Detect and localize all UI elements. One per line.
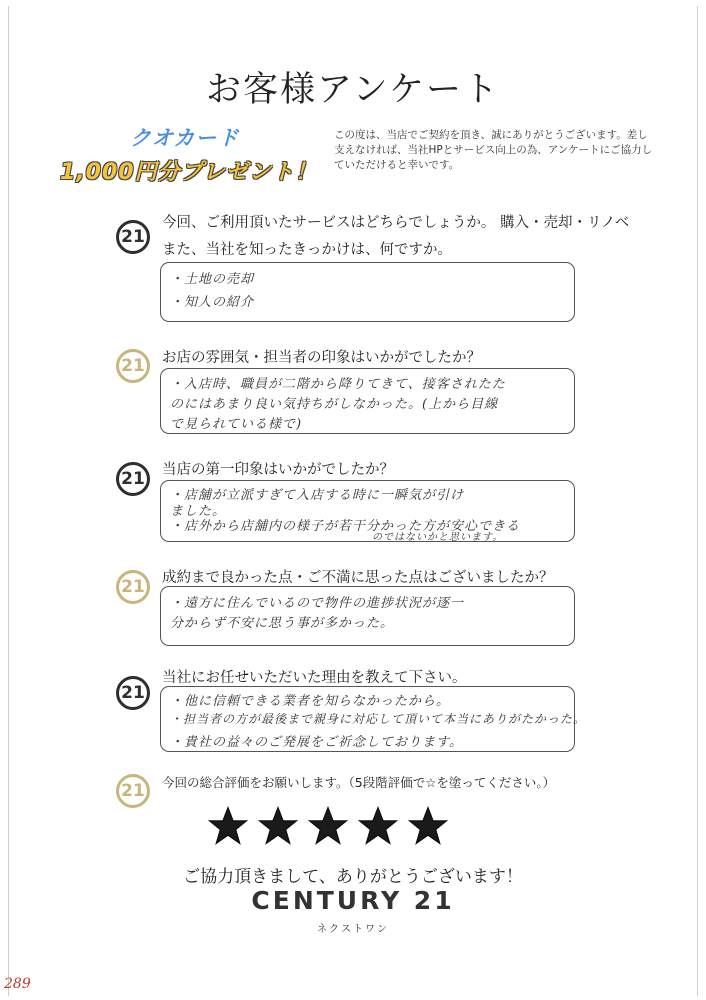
- question-6: 今回の総合評価をお願いします。（5段階評価で☆を塗ってください。）: [162, 775, 556, 790]
- brand-subtitle: ネクストワン: [317, 924, 389, 935]
- promo-quo-card: クオカード: [130, 126, 240, 150]
- rating-stars[interactable]: [208, 806, 448, 850]
- century21-badge-icon: 21: [116, 349, 150, 383]
- question-4: 成約まで良かった点・ご不満に思った点はございましたか？: [162, 570, 554, 586]
- rating-star-icon[interactable]: [208, 806, 248, 846]
- question-2: お店の雰囲気・担当者の印象はいかがでしたか？: [162, 350, 481, 366]
- answer-5-line-3: ・貴社の益々のご発展をご祈念しております。: [170, 735, 463, 750]
- century21-badge-icon: 21: [116, 570, 150, 604]
- answer-3-line-1: ・店舗が立派すぎて入店する時に一瞬気が引け: [170, 488, 465, 503]
- answer-5-line-2: ・担当者の方が最後まで親身に対応して頂いて本当にありがたかった。: [170, 712, 587, 726]
- century21-badge-icon: 21: [116, 220, 150, 254]
- page-title: お客様アンケート: [206, 70, 500, 110]
- answer-2-line-2: のにはあまり良い気持ちがしなかった。(上から目線: [170, 397, 499, 412]
- intro-text: この度は、当店でご契約を頂き、誠にありがとうございます。差し支えなければ、当社HPとサービス向上の為、アンケートにご協力していただけると幸いです。: [334, 129, 653, 171]
- answer-4-line-1: ・遠方に住んでいるので物件の進捗状況が逐一: [170, 596, 465, 611]
- answer-2-line-3: で見られている様で): [170, 417, 303, 432]
- rating-star-icon[interactable]: [358, 806, 398, 846]
- page-number: 289: [4, 976, 31, 992]
- century21-badge-icon: 21: [116, 462, 150, 496]
- question-5: 当社にお任せいただいた理由を教えて下さい。: [162, 670, 467, 686]
- answer-5-line-1: ・他に信頼できる業者を知らなかったから。: [170, 694, 451, 709]
- question-1-line-2: また、当社を知ったきっかけは、何ですか。: [162, 242, 452, 258]
- century21-badge-icon: 21: [116, 676, 150, 710]
- century21-badge-icon: 21: [116, 774, 150, 808]
- rating-star-icon[interactable]: [408, 806, 448, 846]
- brand-logo: CENTURY 21: [251, 886, 455, 915]
- answer-3-line-4: のではないかと思います。: [372, 532, 504, 543]
- rating-star-icon[interactable]: [258, 806, 298, 846]
- answer-1-line-2: ・知人の紹介: [170, 295, 255, 310]
- answer-3-line-3: ・店外から店舗内の様子が若干分かった方が安心できる: [170, 519, 521, 534]
- answer-1-line-1: ・土地の売却: [170, 272, 255, 287]
- rating-star-icon[interactable]: [308, 806, 348, 846]
- answer-4-line-2: 分からず不安に思う事が多かった。: [170, 616, 395, 631]
- answer-3-line-2: ました。: [170, 504, 227, 519]
- thanks-message: ご協力頂きまして、ありがとうございます！: [183, 867, 523, 887]
- question-1-line-1: 今回、ご利用頂いたサービスはどちらでしょうか。 購入・売却・リノベ: [162, 215, 630, 231]
- answer-2-line-1: ・入店時、職員が二階から降りてきて、接客されたた: [170, 377, 506, 392]
- question-3: 当店の第一印象はいかがでしたか？: [162, 462, 394, 478]
- promo-present: 1,000円分プレゼント！: [60, 160, 318, 185]
